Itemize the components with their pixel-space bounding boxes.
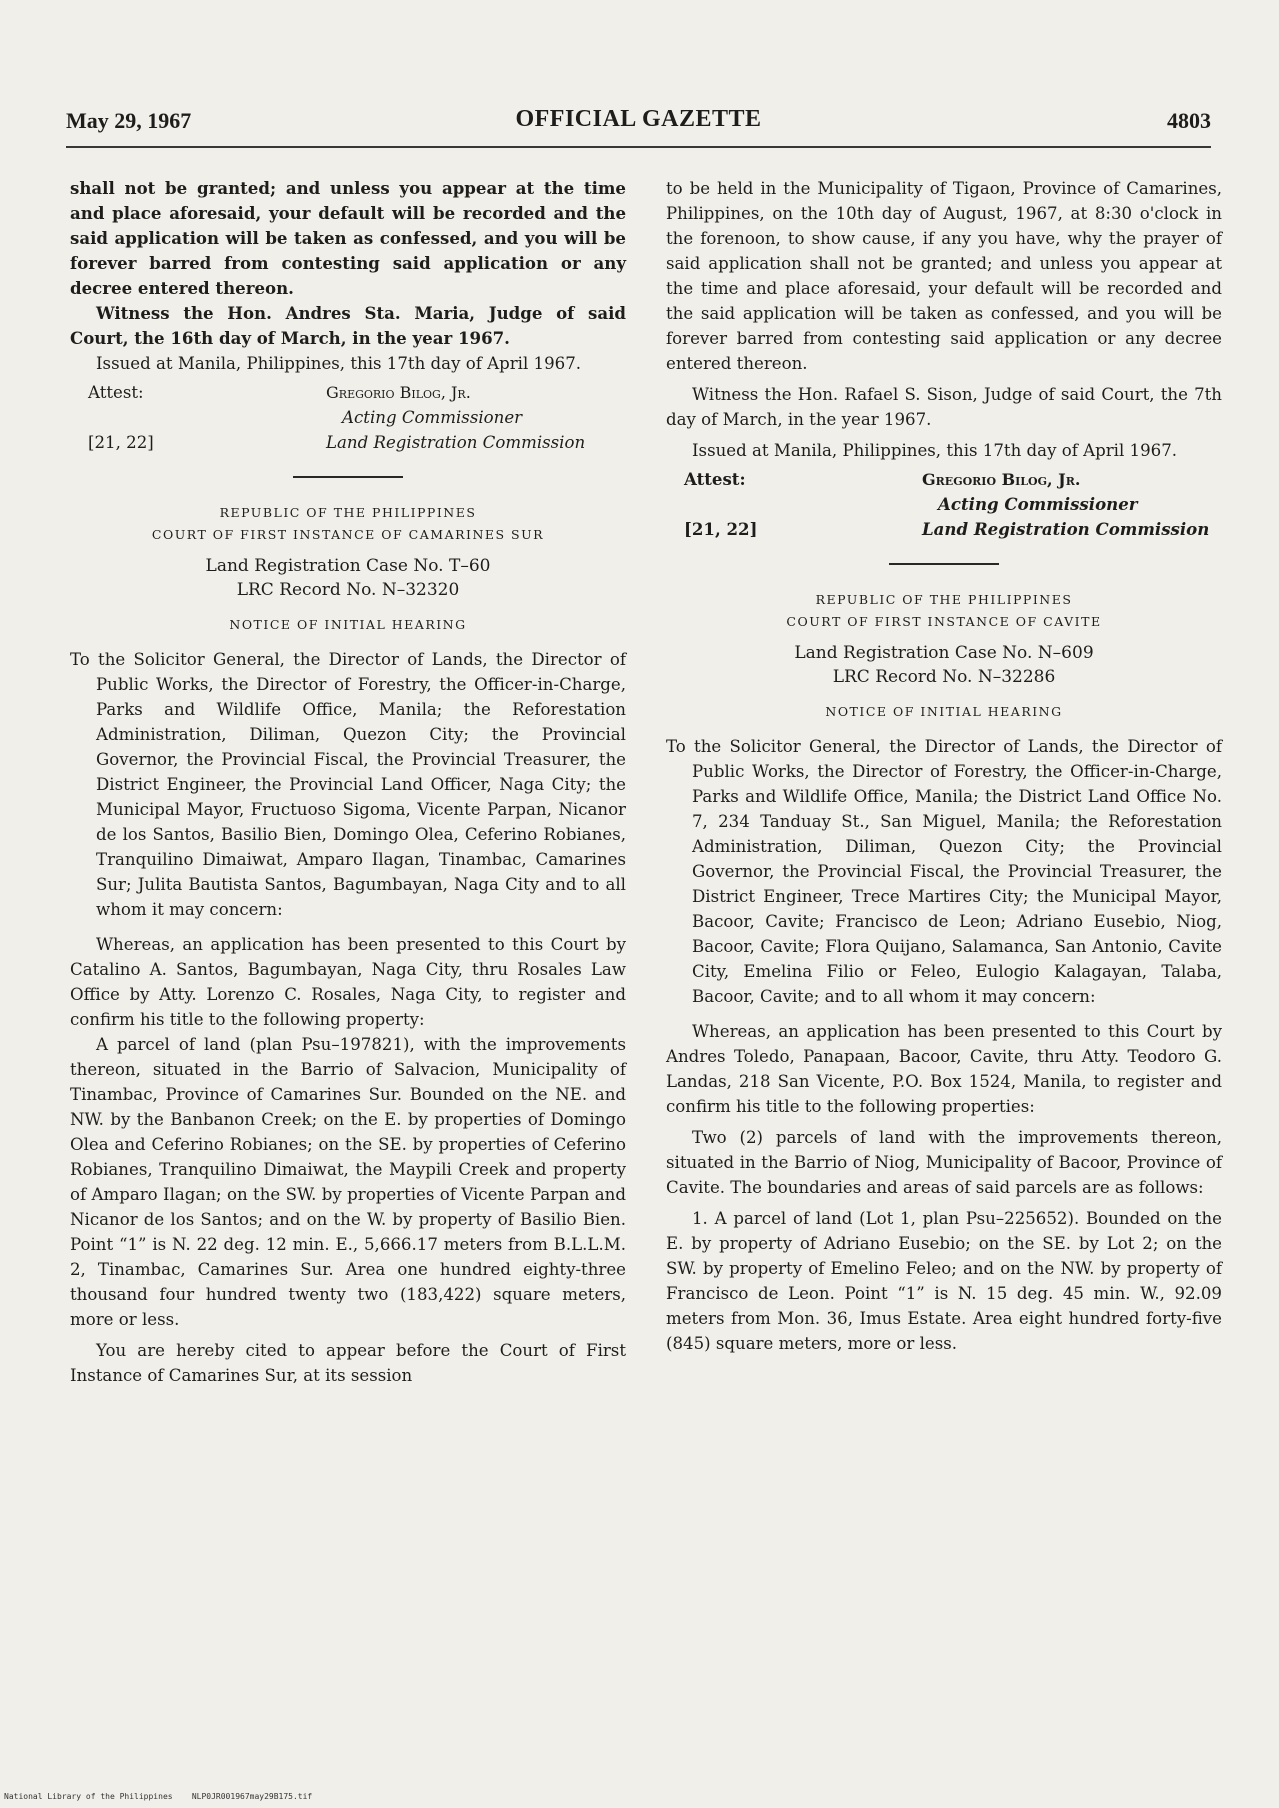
signatory-title: Acting Commissioner xyxy=(938,494,1138,514)
signatory-office: Land Registration Commission xyxy=(922,519,1210,539)
signatory-name: Gregorio Bilog, Jr. xyxy=(326,383,471,402)
record-number: LRC Record No. N–32286 xyxy=(832,667,1056,687)
right-attestation xyxy=(666,467,1222,543)
right-column xyxy=(666,176,1222,1356)
court-heading-court: COURT OF FIRST INSTANCE OF CAVITE xyxy=(786,614,1102,629)
parcels-intro: Two (2) parcels of land with the improvements thereon, situated in the Barrio of Niog, Municipality of Bacoor, Province of Cavite. The boundaries and areas of said parcels are as follows: xyxy=(666,1128,1222,1197)
notice-addressees: To the Solicitor General, the Director of Lands, the Director of Public Works, the Director of Forestry, the Officer-in-Charge, Parks and Wildlife Office, Manila; the Reforestation Administration, Diliman, Quezon City; the Provincial Governor, the Provincial Fiscal, the Provincial Treasurer, the District Engineer, the Provincial Land Officer, Naga City; the Municipal Mayor, Fructuoso Sigoma, Vicente Parpan, Nicanor de los Santos, Basilio Bien, Domingo Olea, Ceferino Robianes, Tranquilino Dimaiwat, Amparo Ilagan, Tinambac, Camarines Sur; Julita Bautista Santos, Bagumbayan, Naga City and to all whom it may concern: xyxy=(70,650,626,919)
left-issued-paragraph: Issued at Manila, Philippines, this 17th day of April 1967. xyxy=(96,354,582,373)
court-heading-country: REPUBLIC OF THE PHILIPPINES xyxy=(219,505,477,520)
page-number: 4803 xyxy=(1167,108,1211,133)
section-divider xyxy=(889,563,999,565)
attest-label: Attest: xyxy=(684,469,746,489)
whereas-paragraph: Whereas, an application has been presented to this Court by Catalino A. Santos, Bagumbayan, Naga City, thru Rosales Law Office by Atty. Lorenzo C. Rosales, Naga City, to register and confirm his title to the following property: xyxy=(70,935,626,1029)
left-witness-paragraph: Witness the Hon. Andres Sta. Maria, Judge of said Court, the 16th day of March, in the year 1967. xyxy=(70,303,626,348)
notice-addressees: To the Solicitor General, the Director of Lands, the Director of Public Works, the Director of Forestry, the Officer-in-Charge, Parks and Wildlife Office, Manila; the District Land Office No. 7, 234 Tanduay St., San Miguel, Manila; the Reforestation Administration, Diliman, Quezon City; the Provincial Governor, the Provincial Fiscal, the Provincial Treasurer, the District Engineer, Trece Martires City; the Municipal Mayor, Bacoor, Cavite; Francisco de Leon; Adriano Eusebio, Niog, Bacoor, Cavite; Flora Quijano, Salamanca, San Antonio, Cavite City, Emelina Filio or Feleo, Eulogio Kalagayan, Talaba, Bacoor, Cavite; and to all whom it may concern: xyxy=(666,737,1222,1006)
parcel-description: A parcel of land (plan Psu–197821), with the improvements thereon, situated in the Barrio of Salvacion, Municipality of Tinambac, Province of Camarines Sur. Bounded on the NE. and NW. by the Banbanon Creek; on the E. by properties of Domingo Olea and Ceferino Robianes; on the SE. by properties of Ceferino Robianes, Tranquilino Dimaiwat, the Maypili Creek and property of Amparo Ilagan; on the SW. by properties of Vicente Parpan and Nicanor de los Santos; and on the W. by property of Basilio Bien. Point “1” is N. 22 deg. 12 min. E., 5,666.17 meters from B.L.L.M. 2, Tinambac, Camarines Sur. Area one hundred eighty-three thousand four hundred twenty two (183,422) square meters, more or less. xyxy=(70,1035,626,1329)
left-continuation-paragraph: shall not be granted; and unless you appear at the time and place aforesaid, your default will be recorded and the said application will be taken as confessed, and you will be forever barred from contesting said application or any decree entered thereon. xyxy=(70,178,626,298)
lot-1-description: 1. A parcel of land (Lot 1, plan Psu–225652). Bounded on the E. by property of Adriano Eusebio; on the SE. by Lot 2; on the SW. by property of Emelino Feleo; and on the NW. by property of Francisco de Leon. Point “1” is N. 15 deg. 45 min. W., 92.09 meters from Mon. 36, Imus Estate. Area eight hundred forty-five (845) square meters, more or less. xyxy=(666,1209,1222,1353)
attest-label: Attest: xyxy=(88,383,144,402)
section-divider xyxy=(293,476,403,478)
notice-title: NOTICE OF INITIAL HEARING xyxy=(229,617,467,632)
signatory-title: Acting Commissioner xyxy=(342,408,523,427)
page-header xyxy=(66,106,1211,148)
notice-title: NOTICE OF INITIAL HEARING xyxy=(825,704,1063,719)
publication-title: OFFICIAL GAZETTE xyxy=(515,106,762,132)
case-number: Land Registration Case No. N–609 xyxy=(794,643,1094,663)
court-heading-country: REPUBLIC OF THE PHILIPPINES xyxy=(815,592,1073,607)
right-issued-paragraph: Issued at Manila, Philippines, this 17th day of April 1967. xyxy=(692,441,1178,460)
issue-reference: [21, 22] xyxy=(684,519,758,539)
scan-footer: National Library of the Philippines NLP0JR001967may29B175.tif xyxy=(4,1792,313,1801)
signature-block xyxy=(326,380,626,455)
whereas-paragraph: Whereas, an application has been presented to this Court by Andres Toledo, Panapaan, Bacoor, Cavite, thru Atty. Teodoro G. Landas, 218 San Vicente, P.O. Box 1524, Manila, to register and confirm his title to the following properties: xyxy=(666,1022,1222,1116)
signatory-office: Land Registration Commission xyxy=(326,433,586,452)
signatory-name: Gregorio Bilog, Jr. xyxy=(922,470,1081,489)
issue-reference: [21, 22] xyxy=(88,433,154,452)
issue-date: May 29, 1967 xyxy=(66,108,192,133)
right-witness-paragraph: Witness the Hon. Rafael S. Sison, Judge of said Court, the 7th day of March, in the year 1967. xyxy=(666,385,1222,429)
case-number: Land Registration Case No. T–60 xyxy=(205,556,491,576)
citation-paragraph: You are hereby cited to appear before the Court of First Instance of Camarines Sur, at its session xyxy=(70,1341,626,1385)
right-continuation-paragraph: to be held in the Municipality of Tigaon, Province of Camarines, Philippines, on the 10th day of August, 1967, at 8:30 o'clock in the forenoon, to show cause, if any you have, why the prayer of said application shall not be granted; and unless you appear at the time and place aforesaid, your default will be recorded and the said application will be taken as confessed, and you will be forever barred from contesting said application or any decree entered thereon. xyxy=(666,179,1222,373)
signature-block xyxy=(922,467,1222,542)
left-column xyxy=(70,176,626,1388)
record-number: LRC Record No. N–32320 xyxy=(236,580,460,600)
left-attestation xyxy=(70,380,626,456)
court-heading-court: COURT OF FIRST INSTANCE OF CAMARINES SUR xyxy=(151,527,545,542)
